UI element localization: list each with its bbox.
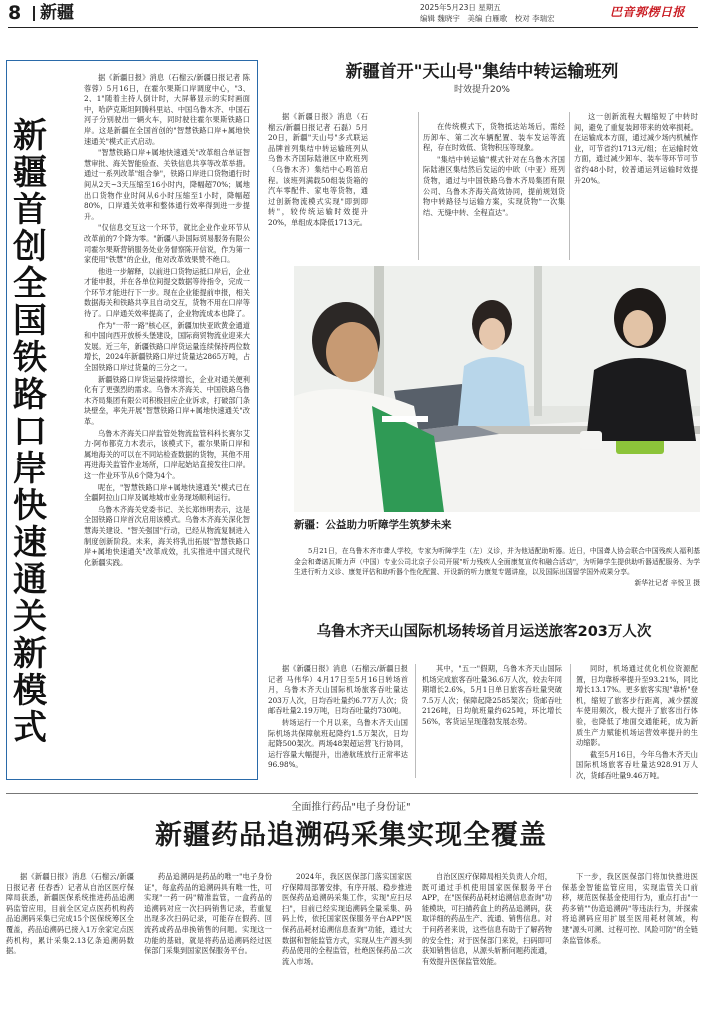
photo-caption-text: 5月21日，在乌鲁木齐市聋人学校，专家为听障学生（左）义诊，并为他适配助听器。近日，中国聋人协会联合中国残疾人福利基金会和聋诺瓦斯力声（中国）专业公司北京子公司开展"听力残疾人全面康复宣传和融合活动"，为听障学生提供助听器适配服务、为学生进行听力义诊、康复评估和助听器个性化配置、开设新的听力康复专题讲座，以及国际出国留学国外成果分享。 [294,547,700,576]
story2-subtitle: 时效提升20% [453,85,510,95]
story1-paragraph: "智慧铁路口岸+属地快速通关"改革组合单证智慧审批、海关智能验查、关铁信息共享等改革举措。通过一系列改革"组合拳"，铁路口岸进口货物通行时间从2天~3天压缩至16小时内，降幅超70%；属地出口货物作业时间从6小时压缩至1小时，降幅超80%，口岸通关效率和整体通行效率得到进一步提升。 [84,148,250,221]
story2-paragraph: 据《新疆日报》消息（石榴云/新疆日报记者 石磊）5月20日，新疆"天山号"多式联运品牌首列集结中转运输班列从乌鲁木齐国际陆港区中欧班列（乌鲁木齐）集结中心鸣笛启程。该班列满载50组装货箱的汽车零配件、家电等货物，通过创新物流模式实现"即到即转"，较传统运输时效提升20%，单组成本降低1713元。 [268,112,368,227]
story2-col-3 [574,112,698,262]
story2-paragraph: 在传统模式下，货物抵达站场后，需经历卸车、第二次车辆配置、装车发运等流程，存在时效低、货物积压等现象。 [423,122,565,153]
page-number: 8 [8,2,22,24]
story4-paragraph: 自治区医疗保障局相关负责人介绍，既可通过手机使用国家医保服务平台APP，在"医保药品耗材追溯信息查询"功能模块，可扫描药盒上的药品追溯码，获取详细的药品生产、流通、销售信息。对于问药者来说，这些信息有助于了解药物的安全性；对于医保部门来说，扫码即可获知销售信息，从源头斩断问题药流通，有效提升医保监管效能。 [422,872,552,966]
story4-col-1 [6,872,134,1024]
story4-col-2 [144,872,272,1024]
story4-paragraph: 据《新疆日报》消息（石榴云/新疆日报记者 任春香）记者从自治区医疗保障局获悉，新疆医保系统推进药品追溯码监管应用，目前全区定点医药机构药品追溯码采集已完成15个医保统筹区全覆盖，药品追溯码已接入1万余家定点医药机构，累计采集2.13亿条追溯码数据。 [6,872,134,956]
header-divider [33,6,35,21]
story1-vertical-title: 新疆首创全国铁路口岸快速通关新模式 [13,116,47,748]
header-rule [8,27,698,28]
story1-paragraph: 乌鲁木齐海关口岸监管处物流监管科科长赛尔艾力·阿布都克力木表示，该模式下，霍尔果斯口岸和属地海关的可以在不同站检查数据的货物，其他不用再进海关监管作业场所，口岸起始站直接发往口岸。这一作业环节从6个降为4个。 [84,428,250,480]
story3-title: 乌鲁木齐天山国际机场转场首月运送旅客203万人次 [316,624,652,640]
section-rule [6,793,698,794]
section-name: 新疆 [40,3,74,23]
column-rule [415,664,416,778]
column-rule [418,112,419,260]
story4-paragraph: 下一步，我区医保部门将加快推进医保基金智能监管应用，实现监管关口前移，规范医保基金使用行为，重点打击"一药多销""伪造追溯码"等违法行为，并探索将追溯码应用扩展至医用耗材领域，构建"源头可溯、过程可控、风险可防"的全链条监管体系。 [562,872,698,945]
story4-kicker: 全面推行药品"电子身份证" [291,802,411,813]
story4-col-5 [562,872,698,1024]
story3-col-1 [268,664,408,782]
story1-paragraph: 作为"一带一路"核心区，新疆加快亚欧黄金通道和中国向西开放桥头堡建设，国际商贸物流业迎来大发展。近三年，新疆铁路口岸货运量连续保持两位数增长，2024年新疆铁路口岸过货量达2865万吨，占全国铁路口岸过货量的三分之一。 [84,320,250,373]
story3-paragraph: 截至5月16日，今年乌鲁木齐天山国际机场旅客吞吐量达928.91万人次，货邮吞吐量9.46万吨。 [576,749,698,780]
story1-paragraph: 乌鲁木齐海关党委书记、关长郑炜明表示，这是全国铁路口岸首次启用该模式。乌鲁木齐海关深化智慧海关建设、"智关强国"行动，已经从物流复制进入制度创新阶段。未来，海关将乳出拓展"智慧铁路口岸+属地快速通关"改革成效，扎实推进中国式现代化新疆实践。 [84,504,250,567]
story3-paragraph: 据《新疆日报》消息（石榴云/新疆日报记者 马伟华）4月17日至5月16日转场首月，乌鲁木齐天山国际机场旅客吞吐量达203万人次，日均吞吐量约6.77万人次；货邮吞吐量2.19万吨，日均吞吐量约730吨。 [268,664,408,716]
story1-paragraph: 据《新疆日报》消息（石榴云/新疆日报记者 陈蓉蓉）5月16日，在霍尔果斯口岸调度中心，"3、2、1"随着主持人倒计时，大屏幕显示的实时画面中，哈萨克斯坦阿腾科里站、中国乌鲁木齐、中国石河子分别驶出一辆火车，同时驶往霍尔果斯铁路口岸。这是新疆在全国首创的"智慧铁路口岸+属地快速通关"模式正式启动。 [84,73,250,146]
story3-paragraph: 其中，"五一"假期，乌鲁木齐天山国际机场完成旅客吞吐量36.6万人次，较去年同期增长2.6%，5月1日单日旅客吞吐量突破7.5万人次；保障起降2585架次；货邮吞吐2126吨，日均航班量约625吨，环比增长56%，客货运呈现蓬勃发展态势。 [422,664,562,726]
story4-col-3 [282,872,412,1024]
story2-col-1 [268,112,368,262]
story2-paragraph: 这一创新流程大幅缩短了中转时间，避免了重复装卸带来的效率损耗。在运输成本方面，通过减少场内机械作业，可节省约1713元/组；在运输时效方面，通过减少卸车、装车等环节可节省约48小时，较普通运列运输时效提升20%。 [574,112,698,185]
story4-paragraph: 2024年，我区医保部门落实国家医疗保障局部署安排，有序开展、稳步推进医保药品追溯码采集工作，实现"应扫尽扫"，目前已经实现追溯码全量采集、码码上传，依托国家医保服务平台APP"医保药品耗材追溯信息查询"功能，通过大数据和智能监管方式，实现从生产源头到药品使用的全程监管，杜绝医保药品二次流入市场。 [282,872,412,966]
photo-caption [294,546,700,606]
story1-paragraph: 他进一步解释，以前进口货物运抵口岸后，企业才能申报，并在各单位间提交数据等待指令，完成一个环节才能进行下一步。现在企业能提前申报，相关数据海关和铁路共享且自动交互，货物不用在口岸等待了。口岸通关效率提高了，企业物流成本也降了。 [84,266,250,319]
story1-body [84,73,250,773]
story4-title: 新疆药品追溯码采集实现全覆盖 [155,820,547,851]
photo-headline: 新疆：公益助力听障学生筑梦未来 [294,519,452,531]
news-photo [294,266,700,512]
date-line: 2025年5月23日 星期五 [420,3,501,12]
story2-col-2 [423,122,565,262]
story4-paragraph: 药品追溯码是药品的唯一"电子身份证"，每盒药品的追溯码具有唯一性，可实现"一药一码"精准监管，一盒药品的追溯码对应一次扫码销售记录，若重复出现多次扫码记录，可能存在假药、回流药或药品串换销售的问题。实现这一功能的基础，就是将药品追溯码经过医保部门采集到国家医保服务平台。 [144,872,272,956]
story2-title: 新疆首开"天山号"集结中转运输班列 [345,62,619,82]
masthead-logo: 巴音郭楞日报 [610,5,686,19]
story1-paragraph: "仅信息交互这一个环节，就比企业作业环节从改革前的7个降为零。"新疆八卦国际贸易服务有限公司霍尔果斯营销服务处业务督察陈开信说，作为第一家使用"铁慧"的企业，他对改革效果赞不绝口。 [84,223,250,265]
column-rule [569,112,570,260]
story1-paragraph: 呢在，"智慧铁路口岸+属地快速通关"模式已在全疆阿拉山口岸及属地城市业务现场顺利运行。 [84,482,250,503]
story3-col-3 [576,664,698,782]
photo-scene [294,266,700,512]
story2-paragraph: "集结中转运输"模式针对在乌鲁木齐国际陆港区集结然后发运的中欧（中亚）班列货物，通过与中国铁路乌鲁木齐局集团有限公司、乌鲁木齐海关高效协同，提前规划货物中转路径与运输方案，实现货物"一次集结、无缝中转、全程直达"。 [423,154,565,217]
column-rule [570,664,571,778]
staff-line: 编辑 魏晓宇 美编 白雁歌 校对 李瑞宏 [420,14,555,23]
story3-col-2 [422,664,562,782]
story4-col-4 [422,872,552,1024]
story3-paragraph: 同时，机场通过优化机位资源配置，日均靠桥率提升至93.21%，同比增长13.17%。更多旅客实现"靠桥"登机，缩短了旅客步行距离，减少摆渡车使用频次，极大提升了旅客出行体验，也降低了地面交通能耗，成为新质生产力赋能机场运营效率提升的生动缩影。 [576,664,698,748]
photo-credit: 新华社记者 辛悦卫 摄 [634,578,700,587]
story3-paragraph: 转场运行一个月以来，乌鲁木齐天山国际机场共保障航班起降约1.5万架次，日均起降500架次。两场48架超运营飞行协同，运行容量大幅提升，出港航班放行正常率达96.98%。 [268,717,408,770]
story1-paragraph: 新疆铁路口岸货运量持续增长，企业对通关便利化有了更强烈的需求。乌鲁木齐海关、中国铁路乌鲁木齐局集团有限公司积极回应企业诉求，打破部门条块壁垒，率先开展"智慧铁路口岸+属地快速通关"改革。 [84,374,250,426]
